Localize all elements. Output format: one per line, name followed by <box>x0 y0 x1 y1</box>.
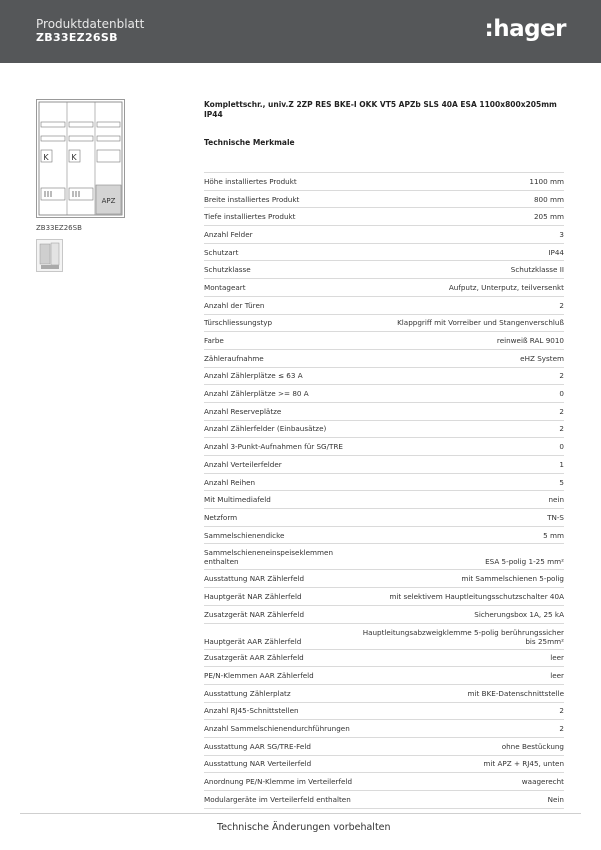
spec-row <box>204 191 564 209</box>
spec-label: Anzahl Sammelschienendurchführungen <box>204 724 350 734</box>
image-caption: ZB33EZ26SB <box>36 224 82 232</box>
spec-row <box>204 403 564 421</box>
spec-row <box>204 208 564 226</box>
spec-value: nein <box>548 495 564 505</box>
spec-row <box>204 606 564 624</box>
spec-row <box>204 667 564 685</box>
spec-label: Höhe installiertes Produkt <box>204 176 297 186</box>
spec-label: Netzform <box>204 512 238 522</box>
spec-label: Anzahl Zählerplätze >= 80 A <box>204 389 309 399</box>
spec-row <box>204 438 564 456</box>
spec-row <box>204 385 564 403</box>
spec-label: Schutzklasse <box>204 265 251 275</box>
spec-value: Klappgriff mit Vorreiber und Stangenverschluß <box>397 318 564 328</box>
spec-row <box>204 456 564 474</box>
footer-divider <box>20 813 581 814</box>
spec-row <box>204 350 564 368</box>
spec-label: Anordnung PE/N-Klemme im Verteilerfeld <box>204 777 353 787</box>
spec-row <box>204 173 564 191</box>
spec-label: Ausstattung NAR Verteilerfeld <box>204 759 312 769</box>
spec-label: PE/N-Klemmen AAR Zählerfeld <box>204 671 314 681</box>
spec-value: ohne Bestückung <box>501 741 564 751</box>
spec-row <box>204 588 564 606</box>
spec-row <box>204 368 564 386</box>
product-code: ZB33EZ26SB <box>36 31 118 44</box>
cabinet-diagram <box>37 100 124 217</box>
spec-value: reinweiß RAL 9010 <box>496 336 564 346</box>
spec-value: 2 <box>559 706 564 716</box>
spec-label: Sammelschieneneinspeiseklemmen enthalten <box>204 548 334 567</box>
spec-value: waagerecht <box>521 777 564 787</box>
hager-logo: :hager <box>484 16 566 42</box>
spec-label: Anzahl 3-Punkt-Aufnahmen für SG/TRE <box>204 442 343 452</box>
spec-table <box>204 172 564 809</box>
spec-label: Anzahl Zählerfelder (Einbausätze) <box>204 424 327 434</box>
spec-value: 2 <box>559 424 564 434</box>
spec-value: Aufputz, Unterputz, teilversenkt <box>448 282 564 292</box>
spec-value: TN-S <box>547 512 564 522</box>
spec-label: Zusatzgerät NAR Zählerfeld <box>204 609 305 619</box>
spec-label: Anzahl der Türen <box>204 300 265 310</box>
spec-value: 5 <box>559 477 564 487</box>
spec-label: Breite installiertes Produkt <box>204 194 300 204</box>
spec-value: 0 <box>559 442 564 452</box>
spec-value: 800 mm <box>533 194 564 204</box>
spec-value: IP44 <box>548 247 564 257</box>
spec-label: Anzahl Reserveplätze <box>204 406 282 416</box>
spec-value: Nein <box>547 794 564 804</box>
spec-value: mit selektivem Hauptleitungsschutzschalter 40A <box>389 591 564 601</box>
spec-value: leer <box>550 671 564 681</box>
spec-label: Zähleraufnahme <box>204 353 264 363</box>
spec-label: Türschliessungstyp <box>204 318 273 328</box>
spec-label: Ausstattung NAR Zählerfeld <box>204 574 305 584</box>
spec-value: mit APZ + RJ45, unten <box>483 759 564 769</box>
spec-row <box>204 738 564 756</box>
spec-row <box>204 624 564 650</box>
spec-value: 1 <box>559 459 564 469</box>
spec-label: Anzahl RJ45-Schnittstellen <box>204 706 299 716</box>
spec-value: 1100 mm <box>529 176 564 186</box>
section-title: Technische Merkmale <box>204 138 295 147</box>
spec-value: eHZ System <box>520 353 564 363</box>
spec-row <box>204 703 564 721</box>
footer-note: Technische Änderungen vorbehalten <box>217 822 391 833</box>
spec-row <box>204 791 564 809</box>
thumbnail-icon[interactable] <box>36 239 63 272</box>
product-image <box>36 99 125 218</box>
spec-label: Anzahl Zählerplätze ≤ 63 A <box>204 371 303 381</box>
spec-value: 3 <box>559 229 564 239</box>
k-label-right: K <box>71 153 77 162</box>
spec-row <box>204 315 564 333</box>
spec-label: Ausstattung Zählerplatz <box>204 688 291 698</box>
spec-label: Anzahl Verteilerfelder <box>204 459 282 469</box>
spec-row <box>204 421 564 439</box>
spec-value: 0 <box>559 389 564 399</box>
spec-value: ESA 5-polig 1-25 mm² <box>485 557 564 567</box>
spec-label: Schutzart <box>204 247 239 257</box>
spec-value: 2 <box>559 406 564 416</box>
spec-label: Tiefe installiertes Produkt <box>204 212 296 222</box>
spec-value: 2 <box>559 724 564 734</box>
spec-row <box>204 474 564 492</box>
spec-label: Mit Multimediafeld <box>204 495 271 505</box>
spec-row <box>204 332 564 350</box>
spec-value: 2 <box>559 371 564 381</box>
spec-value: mit BKE-Datenschnittstelle <box>467 688 564 698</box>
spec-row <box>204 226 564 244</box>
spec-value: Sicherungsbox 1A, 25 kA <box>474 609 564 619</box>
spec-value: 205 mm <box>533 212 564 222</box>
spec-row <box>204 261 564 279</box>
spec-row <box>204 509 564 527</box>
spec-label: Zusatzgerät AAR Zählerfeld <box>204 653 304 663</box>
spec-row <box>204 544 564 570</box>
spec-row <box>204 650 564 668</box>
apz-label: APZ <box>101 197 116 205</box>
spec-row <box>204 685 564 703</box>
spec-row <box>204 720 564 738</box>
spec-row <box>204 756 564 774</box>
spec-label: Montageart <box>204 282 246 292</box>
spec-label: Anzahl Felder <box>204 229 253 239</box>
k-label-left: K <box>43 153 49 162</box>
spec-value: Hauptleitungsabzweigklemme 5-polig berührungssicher bis 25mm² <box>362 627 564 646</box>
spec-row <box>204 527 564 545</box>
spec-value: Schutzklasse II <box>510 265 564 275</box>
spec-value: leer <box>550 653 564 663</box>
spec-value: 5 mm <box>543 530 564 540</box>
header-bar <box>0 0 601 63</box>
spec-value: mit Sammelschienen 5-polig <box>461 574 564 584</box>
spec-label: Hauptgerät NAR Zählerfeld <box>204 591 302 601</box>
spec-row <box>204 491 564 509</box>
spec-label: Hauptgerät AAR Zählerfeld <box>204 636 302 646</box>
spec-row <box>204 244 564 262</box>
spec-value: 2 <box>559 300 564 310</box>
document-type: Produktdatenblatt <box>36 17 145 31</box>
spec-row <box>204 297 564 315</box>
spec-label: Modulargeräte im Verteilerfeld enthalten <box>204 794 351 804</box>
spec-row <box>204 570 564 588</box>
spec-row <box>204 279 564 297</box>
spec-label: Anzahl Reihen <box>204 477 256 487</box>
spec-row <box>204 773 564 791</box>
product-description: Komplettschr., univ.Z 2ZP RES BKE-I OKK VT5 APZb SLS 40A ESA 1100x800x205mm IP44 <box>204 100 557 119</box>
spec-label: Ausstattung AAR SG/TRE-Feld <box>204 741 311 751</box>
spec-label: Sammelschienendicke <box>204 530 285 540</box>
spec-label: Farbe <box>204 336 224 346</box>
